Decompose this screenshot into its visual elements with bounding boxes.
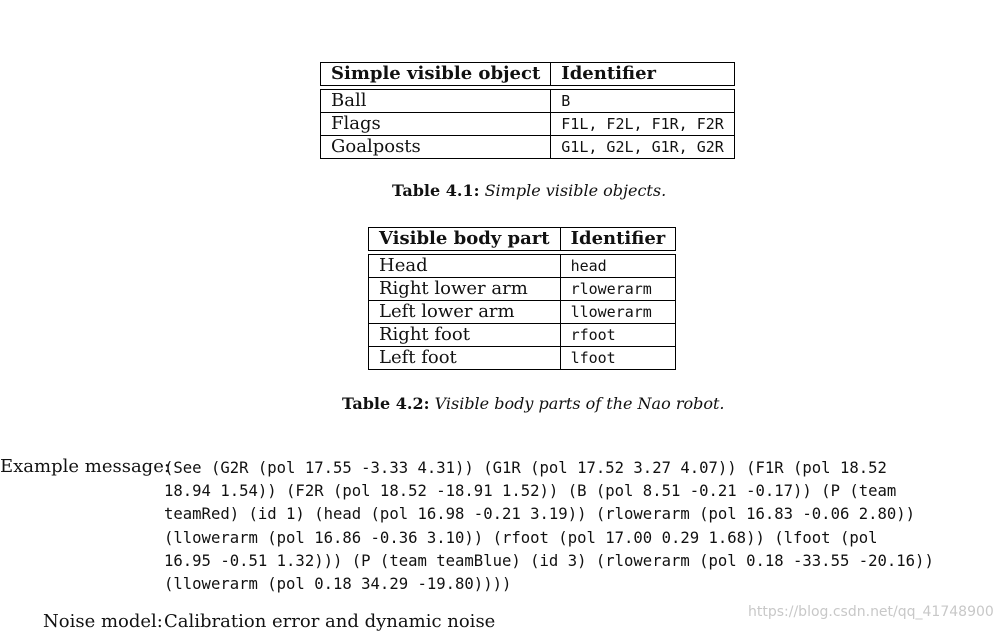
table1-cell: Goalposts [320,136,551,159]
table-row [320,89,735,113]
table2-cell: lfoot [561,347,677,370]
table1-cell: B [551,89,735,113]
table2-cell: Left lower arm [368,301,561,324]
table2-caption [342,394,724,413]
table2-cell: Head [368,254,561,278]
table2-caption-label: Table 4.2: [342,394,430,413]
table2-cell: llowerarm [561,301,677,324]
table-row [368,324,676,347]
code-line: (llowerarm (pol 16.86 -0.36 3.10)) (rfoot (pol 17.00 0.29 1.68)) (lfoot (pol [164,528,878,547]
code-line: (See (G2R (pol 17.55 -3.33 4.31)) (G1R (pol 17.52 3.27 4.07)) (F1R (pol 18.52 [164,459,887,477]
table2-cell: head [561,254,677,278]
noise-model-label: Noise model: [43,611,163,632]
code-line: teamRed) (id 1) (head (pol 16.98 -0.21 3.19)) (rlowerarm (pol 16.83 -0.06 2.80)) [164,505,916,524]
table1-header-object: Simple visible object [320,62,551,86]
table-row [368,301,676,324]
table2-header-identifier: Identifier [561,227,677,251]
table-row [320,136,735,159]
table2-cell: Left foot [368,347,561,370]
table1-caption-label: Table 4.1: [392,181,480,200]
table2-header-part: Visible body part [368,227,561,251]
table-row [320,113,735,136]
table1-cell: G1L, G2L, G1R, G2R [551,136,735,159]
table1-cell: F1L, F2L, F1R, F2R [551,113,735,136]
simple-objects-table [320,62,735,159]
table2-cell: rlowerarm [561,278,677,301]
code-line: 18.94 1.54)) (F2R (pol 18.52 -18.91 1.52)) (B (pol 8.51 -0.21 -0.17)) (P (team [164,482,897,501]
example-message-code [164,457,996,596]
table1-header-identifier: Identifier [551,62,735,86]
table1-cell: Flags [320,113,551,136]
noise-model-value: Calibration error and dynamic noise [164,611,496,632]
table1-caption [392,181,666,200]
table1-cell: Ball [320,89,551,113]
example-message-label: Example message: [0,456,170,477]
table1-caption-text: Simple visible objects. [484,181,667,200]
watermark: https://blog.csdn.net/qq_41748900 [748,604,994,620]
table2-caption-text: Visible body parts of the Nao robot. [434,394,725,413]
body-parts-table [368,227,676,370]
code-line: 16.95 -0.51 1.32))) (P (team teamBlue) (id 3) (rlowerarm (pol 0.18 -33.55 -20.16)) [164,551,934,570]
code-line: (llowerarm (pol 0.18 34.29 -19.80)))) [164,575,512,594]
table2-cell: rfoot [561,324,677,347]
table-row [368,278,676,301]
table-row [368,347,676,370]
table2-cell: Right foot [368,324,561,347]
table-row [368,254,676,278]
table2-cell: Right lower arm [368,278,561,301]
